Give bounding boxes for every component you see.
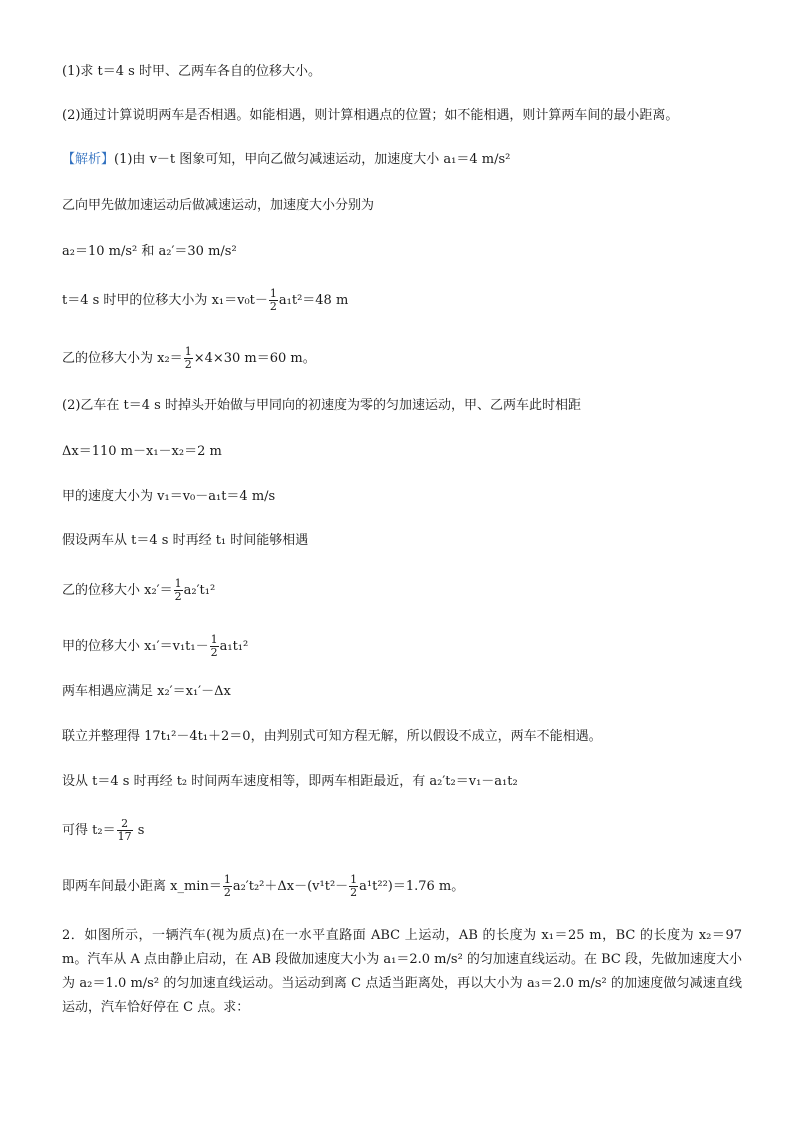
solution-line xyxy=(62,818,144,843)
fraction-numerator: 1 xyxy=(174,577,182,590)
fraction-numerator: 1 xyxy=(210,633,218,646)
equation-text: 乙的位移大小为 x₂＝ xyxy=(62,351,183,366)
fraction xyxy=(184,346,193,371)
equation-text: a₁t²＝48 m xyxy=(278,293,349,308)
solution-line xyxy=(62,874,464,899)
solution-line xyxy=(62,578,215,603)
fraction-denominator: 2 xyxy=(184,358,192,371)
equation-text: a₂′t₂²＋Δx－(v¹t²－ xyxy=(232,879,349,894)
solution-line: 假设两车从 t＝4 s 时再经 t₁ 时间能够相遇 xyxy=(62,533,309,548)
equation-text: t＝4 s 时甲的位移大小为 x₁＝v₀t－ xyxy=(62,293,268,308)
equation-text: ×4×30 m＝60 m。 xyxy=(193,351,316,366)
fraction-numerator: 1 xyxy=(269,287,277,300)
equation-text: 甲的位移大小 x₁′＝v₁t₁－ xyxy=(62,639,209,654)
solution-line xyxy=(62,288,348,313)
equation-text: s xyxy=(133,823,145,838)
equation-text: )＝1.76 m。 xyxy=(387,879,465,894)
question-1: (1)求 t＝4 s 时甲、乙两车各自的位移大小。 xyxy=(62,64,321,79)
analysis-tag: 【解析】 xyxy=(62,152,115,167)
solution-line: 甲的速度大小为 v₁＝v₀－a₁t＝4 m/s xyxy=(62,489,276,504)
analysis-text: (1)由 v－t 图象可知，甲向乙做匀减速运动，加速度大小 a₁＝4 m/s² xyxy=(114,152,511,167)
fraction-denominator: 2 xyxy=(269,300,277,313)
fraction-denominator: 17 xyxy=(117,830,132,843)
fraction-numerator: 1 xyxy=(350,873,358,886)
equation-text: 可得 t₂＝ xyxy=(62,823,116,838)
fraction-numerator: 2 xyxy=(117,818,133,831)
fraction xyxy=(223,874,232,899)
fraction xyxy=(174,578,183,603)
solution-line: 联立并整理得 17t₁²－4t₁＋2＝0，由判别式可知方程无解，所以假设不成立，两车不能相遇。 xyxy=(62,729,602,744)
solution-line: 乙向甲先做加速运动后做减速运动，加速度大小分别为 xyxy=(62,198,375,213)
solution-line: (2)乙车在 t＝4 s 时掉头开始做与甲同向的初速度为零的匀加速运动，甲、乙两车此时相距 xyxy=(62,398,581,413)
fraction xyxy=(210,634,219,659)
fraction-numerator: 1 xyxy=(223,873,231,886)
solution-line xyxy=(62,634,248,659)
equation-text: a₂′t₁² xyxy=(183,583,216,598)
solution-line xyxy=(62,346,316,371)
problem-2: 2．如图所示，一辆汽车(视为质点)在一水平直路面 ABC 上运动，AB 的长度为 x₁＝25 m，BC 的长度为 x₂＝97 m。汽车从 A 点由静止启动，在 AB 段做加速度大小为 a₁＝2.0 m/s² 的匀加速直线运动。在 BC 段，先做加速度大小为 a₂＝1.0 m/s² 的匀加速直线运动。当运动到离 C 点适当距离处，再以大小为 a₃＝2.0 m/s² 的加速度做匀减速直线运动，汽车恰好停在 C 点。求： xyxy=(62,928,742,1015)
question-2: (2)通过计算说明两车是否相遇。如能相遇，则计算相遇点的位置；如不能相遇，则计算两车间的最小距离。 xyxy=(62,108,679,123)
equation-text: 乙的位移大小 x₂′＝ xyxy=(62,583,173,598)
fraction-numerator: 1 xyxy=(184,345,192,358)
equation-text: a¹t²² xyxy=(359,879,388,894)
fraction xyxy=(349,874,358,899)
fraction-denominator: 2 xyxy=(174,590,182,603)
analysis-first-line xyxy=(62,150,510,170)
solution-line: a₂＝10 m/s² 和 a₂′＝30 m/s² xyxy=(62,244,237,259)
solution-line: 两车相遇应满足 x₂′＝x₁′－Δx xyxy=(62,684,231,699)
fraction-denominator: 2 xyxy=(350,886,358,899)
solution-line: 设从 t＝4 s 时再经 t₂ 时间两车速度相等，即两车相距最近，有 a₂′t₂＝v₁－a₁t₂ xyxy=(62,774,518,789)
fraction-denominator: 2 xyxy=(210,646,218,659)
fraction-denominator: 2 xyxy=(223,886,231,899)
equation-text: a₁t₁² xyxy=(219,639,249,654)
fraction xyxy=(269,288,278,313)
equation-text: 即两车间最小距离 x_min＝ xyxy=(62,879,222,894)
solution-line: Δx＝110 m－x₁－x₂＝2 m xyxy=(62,444,222,459)
fraction xyxy=(117,818,133,843)
